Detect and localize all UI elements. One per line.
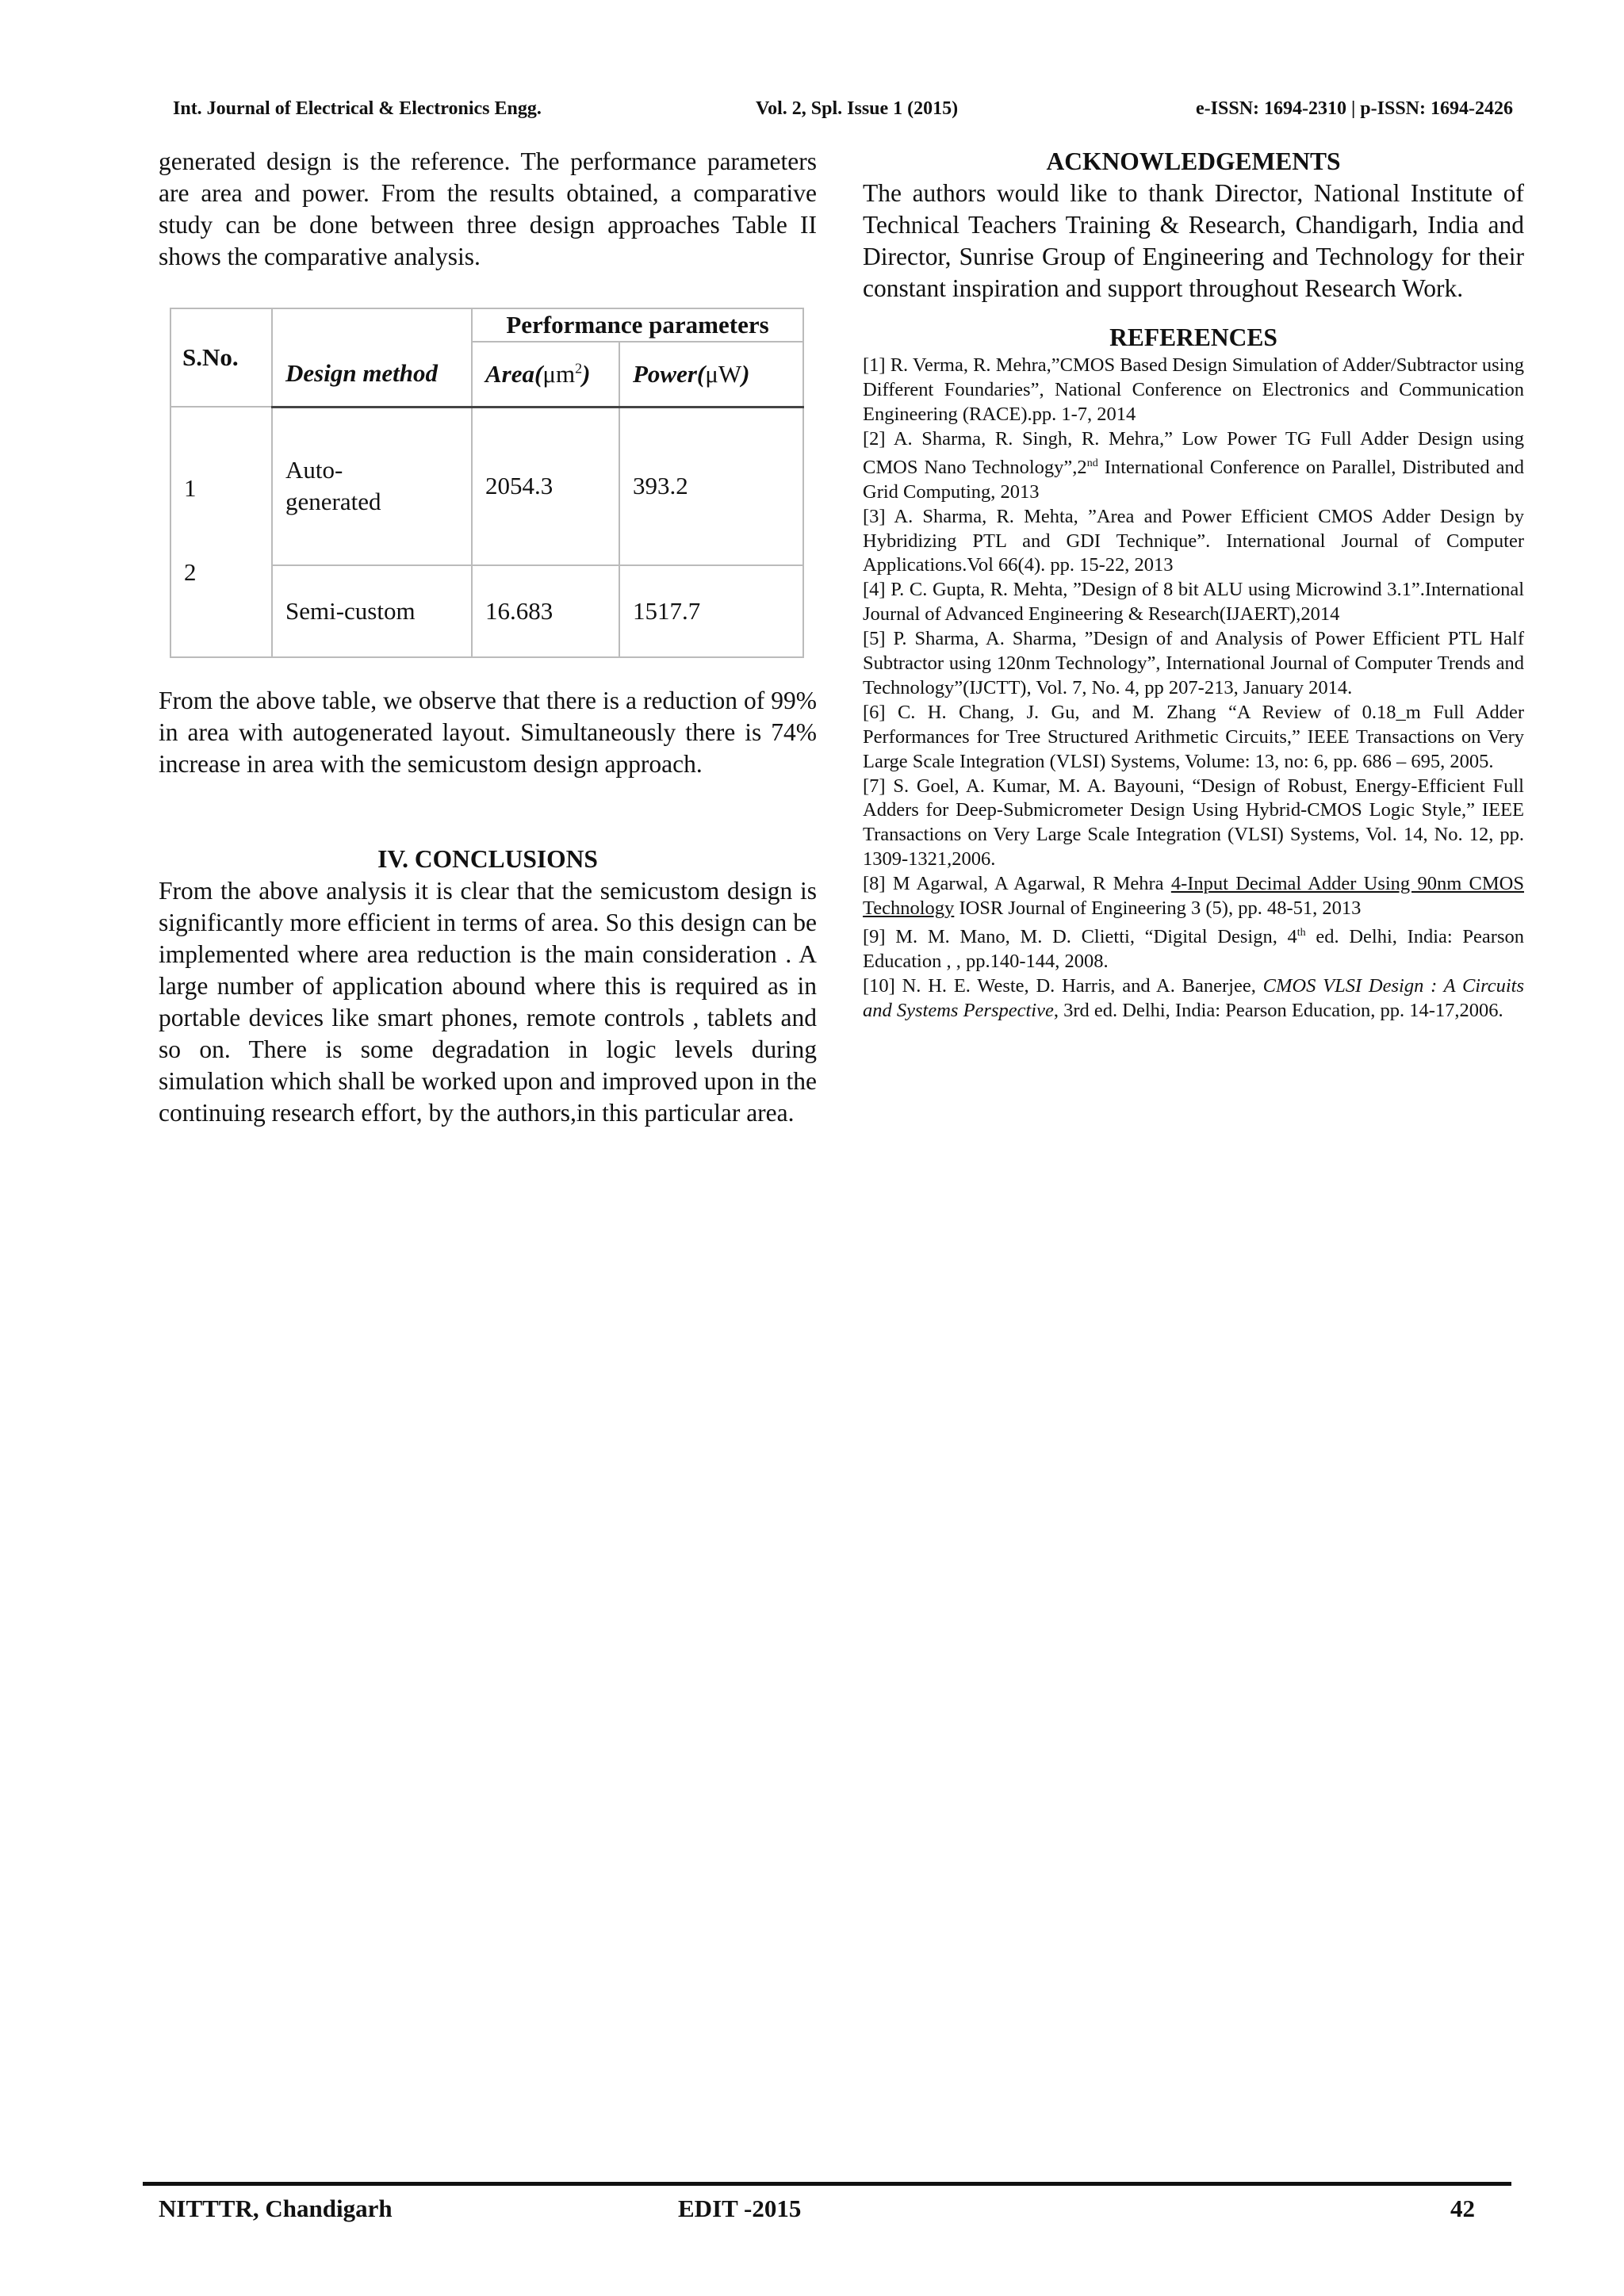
references-heading: REFERENCES — [1109, 323, 1277, 351]
issn-info: e-ISSN: 1694-2310 | p-ISSN: 1694-2426 — [1196, 98, 1513, 119]
acknowledgements-paragraph: The authors would like to thank Director, National Institute of Technical Teachers Training & Research, Chandigarh, India and Director, Sunrise Group of Engineering and Technology for their constant inspiration and support throughout Research Work. — [863, 179, 1524, 302]
acknowledgements-heading: ACKNOWLEDGEMENTS — [1046, 147, 1341, 175]
header-area: $Area(\mu m^2)$ — [472, 342, 619, 407]
reference-item: [7] S. Goel, A. Kumar, M. A. Bayouni, “Design of Robust, Energy-Efficient Full Adders for Deep-Submicrometer Design Using Hybrid-CMOS Logic Style,” IEEE Transactions on Very Large Scale Integration (VLSI) Systems, Vol. 14, No. 12, pp. 1309-1321,2006. — [863, 775, 1524, 871]
reference-item: [8] M Agarwal, A Agarwal, R Mehra 4-Input Decimal Adder Using 90nm CMOS Technology IOSR Journal of Engineering 3 (5), pp. 48-51, 2013 — [863, 873, 1524, 920]
header-performance-parameters: Performance parameters — [472, 308, 803, 342]
table-row — [170, 407, 803, 565]
reference-item: [3] A. Sharma, R. Mehta, ”Area and Power Efficient CMOS Adder Design by Hybridizing PTL and GDI Technique”. International Journal of Computer Applications.Vol 66(4). pp. 15-22, 2013 — [863, 505, 1524, 576]
header-power: Power(μW) — [619, 342, 803, 407]
reference-item: [9] M. M. Mano, M. D. Clietti, “Digital Design, 4th ed. Delhi, India: Pearson Education , , pp.140-144, 2008. — [863, 926, 1524, 973]
reference-item: [2] A. Sharma, R. Singh, R. Mehra,” Low Power TG Full Adder Design using CMOS Nano Technology”,2nd International Conference on Parallel, Distributed and Grid Computing, 2013 — [863, 427, 1524, 503]
cell-sno: 1 2 — [170, 407, 272, 565]
footer-rule — [143, 2182, 1511, 2186]
cell-method: Auto-generated — [272, 407, 472, 565]
journal-name: Int. Journal of Electrical & Electronics Engg. — [173, 98, 542, 119]
reference-item: [5] P. Sharma, A. Sharma, ”Design of and Analysis of Power Efficient PTL Half Subtractor using 120nm Technology”, International Journal of Computer Trends and Technology”(IJCTT), Vol. 7, No. 4, pp 207-213, January 2014. — [863, 628, 1524, 698]
cell-power: 1517.7 — [619, 565, 803, 657]
footer-conference: EDIT -2015 — [678, 2195, 802, 2222]
table-row — [170, 565, 803, 657]
volume-info: Vol. 2, Spl. Issue 1 (2015) — [756, 98, 959, 119]
conclusions-paragraph: From the above analysis it is clear that the semicustom design is significantly more efficient in terms of area. So this design can be implemented where area reduction is the main consideration . A large number of application abound where this is required as in portable devices like smart phones, remote controls , tablets and so on. There is some degradation in logic levels during simulation which shall be worked upon and improved upon in the continuing research effort, by the authors,in this particular area. — [159, 877, 817, 1127]
comparison-table — [170, 308, 804, 658]
reference-item: [6] C. H. Chang, J. Gu, and M. Zhang “A Review of 0.18_m Full Adder Performances for Tree Structured Arithmetic Circuits,” IEEE Transactions on Very Large Scale Integration (VLSI) Systems, Volume: 13, no: 6, pp. 686 – 695, 2005. — [863, 701, 1524, 772]
conclusions-heading: IV. CONCLUSIONS — [377, 845, 598, 873]
reference-item: [4] P. C. Gupta, R. Mehta, ”Design of 8 bit ALU using Microwind 3.1”.International Journal of Advanced Engineering & Research(IJAERT),2014 — [863, 579, 1524, 626]
reference-item: [10] N. H. E. Weste, D. Harris, and A. Banerjee, CMOS VLSI Design : A Circuits and Systems Perspective, 3rd ed. Delhi, India: Pearson Education, pp. 14-17,2006. — [863, 974, 1525, 1021]
cell-area: 2054.3 — [472, 407, 619, 565]
right-column — [863, 146, 1524, 1024]
reference-item: [1] R. Verma, R. Mehra,”CMOS Based Design Simulation of Adder/Subtractor using Different Foundaries”, National Conference on Electronics and Communication Engineering (RACE).pp. 1-7, 2014 — [863, 354, 1524, 425]
reference-link[interactable]: 4-Input Decimal Adder Using 90nm CMOS Technology — [863, 873, 1524, 920]
header-blank — [272, 308, 472, 342]
page-number: 42 — [1450, 2195, 1475, 2222]
observation-paragraph: From the above table, we observe that there is a reduction of 99% in area with autogenerated layout. Simultaneously there is 74% increase in area with the semicustom design approach. — [159, 687, 817, 778]
footer-institution: NITTTR, Chandigarh — [159, 2195, 393, 2222]
running-header — [173, 98, 1513, 130]
cell-area: 16.683 — [472, 565, 619, 657]
page-footer — [159, 2195, 1475, 2226]
cell-power: 393.2 — [619, 407, 803, 565]
cell-method: Semi-custom — [272, 565, 472, 657]
references-list — [863, 354, 1524, 1024]
header-sno: S.No. — [170, 308, 272, 407]
intro-paragraph: generated design is the reference. The performance parameters are area and power. From the results obtained, a comparative study can be done between three design approaches Table II shows the comparative analysis. — [159, 147, 817, 270]
header-design-method: Design method — [272, 342, 472, 407]
left-column — [159, 146, 817, 1127]
